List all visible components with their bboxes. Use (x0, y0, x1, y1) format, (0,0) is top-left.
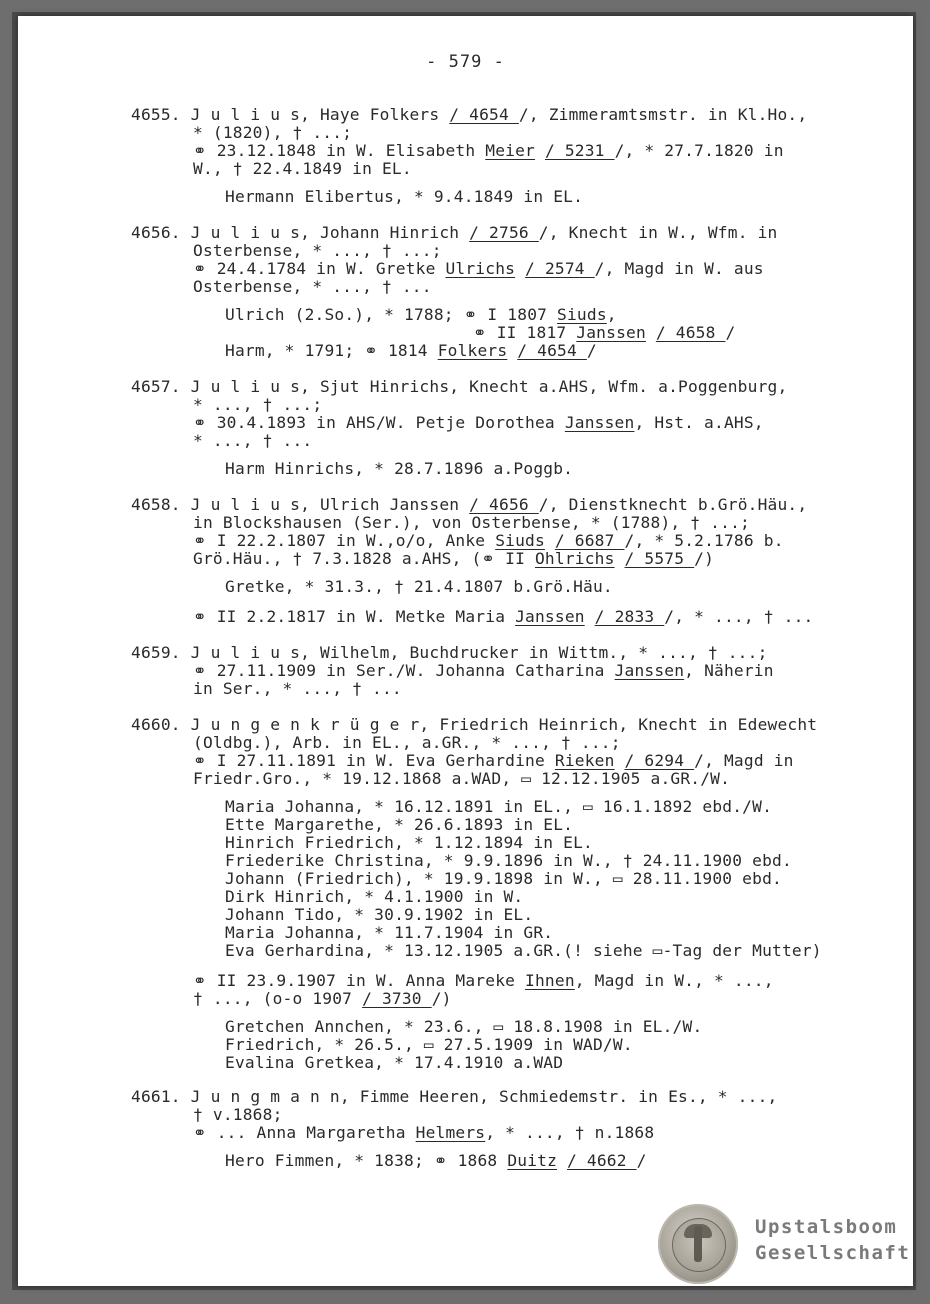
cross-reference: / 5231 (544, 141, 615, 160)
text: Harm, * 1791; ⚭ 1814 (225, 341, 438, 360)
cross-reference: / 2756 (469, 223, 539, 242)
marriage-line (193, 260, 764, 278)
text: ⚭ 30.4.1893 in AHS/W. Petje Dorothea (193, 413, 565, 432)
text: , * ..., † n.1868 (485, 1123, 655, 1142)
entry-line (193, 990, 452, 1008)
marriage-line (193, 972, 774, 990)
surname: Janssen (614, 661, 685, 680)
child-line: Friederike Christina, * 9.9.1896 in W., † 24.11.1900 ebd. (225, 851, 792, 870)
cross-reference: / 4656 (469, 495, 539, 514)
surname: Janssen (564, 413, 635, 432)
text: , Hst. a.AHS, (634, 413, 764, 432)
cross-reference: / 4654 (449, 105, 519, 124)
entry-line: * ..., † ...; (193, 395, 323, 414)
text: ⚭ ... Anna Margaretha (193, 1123, 416, 1142)
surname: Siuds (557, 305, 607, 324)
text: † ..., (o-o 1907 (193, 989, 363, 1008)
text: /) (694, 549, 715, 568)
entry-line: † v.1868; (193, 1105, 283, 1124)
entry-line: Osterbense, * ..., † ... (193, 277, 432, 296)
document-page (18, 16, 913, 1286)
entry-line: Osterbense, * ..., † ...; (193, 241, 442, 260)
marriage-line (193, 414, 764, 432)
marriage-line (193, 752, 794, 770)
surname: Ulrichs (445, 259, 516, 278)
entry-line: W., † 22.4.1849 in EL. (193, 159, 412, 178)
text: ⚭ 27.11.1909 in Ser./W. Johanna Catharina (193, 661, 615, 680)
text: / (636, 1151, 647, 1170)
entry-line: * (1820), † ...; (193, 123, 353, 142)
child-line: Ette Margarethe, * 26.6.1893 in EL. (225, 815, 574, 834)
entry-line (193, 550, 714, 568)
cross-reference: / 4662 (567, 1151, 637, 1170)
entry-line: in Ser., * ..., † ... (193, 679, 402, 698)
entry-line: 4659. J u l i u s, Wilhelm, Buchdrucker in Wittm., * ..., † ...; (131, 643, 768, 662)
text: /, Dienstknecht b.Grö.Häu., (538, 495, 808, 514)
surname: Duitz (507, 1151, 558, 1170)
text: /, * ..., † ... (664, 607, 814, 626)
cross-reference: / 6294 (624, 751, 695, 770)
logo-text-line2: Gesellschaft (755, 1242, 911, 1264)
text: Ulrich (2.So.), * 1788; ⚭ I 1807 (225, 305, 558, 324)
marriage-line (193, 1124, 654, 1142)
entry-line (131, 224, 777, 242)
child-line: Gretke, * 31.3., † 21.4.1807 b.Grö.Häu. (225, 577, 613, 596)
child-line: Hinrich Friedrich, * 1.12.1894 in EL. (225, 833, 593, 852)
text: Hero Fimmen, * 1838; ⚭ 1868 (225, 1151, 508, 1170)
text: ⚭ II 1817 (473, 323, 577, 342)
child-line (473, 324, 735, 342)
entry-line: in Blockshausen (Ser.), von Osterbense, * (1788), † ...; (193, 513, 750, 532)
text: / (586, 341, 597, 360)
entry-line: 4661. J u n g m a n n, Fimme Heeren, Schmiedemstr. in Es., * ..., (131, 1087, 778, 1106)
child-line: Harm Hinrichs, * 28.7.1896 a.Poggb. (225, 459, 574, 478)
text: 4655. J u l i u s, Haye Folkers (131, 105, 450, 124)
entry-line: Friedr.Gro., * 19.12.1868 a.WAD, ▭ 12.12.1905 a.GR./W. (193, 769, 731, 788)
entry-line (131, 496, 807, 514)
child-line: Johann Tido, * 30.9.1902 in EL. (225, 905, 534, 924)
child-line: Maria Johanna, * 16.12.1891 in EL., ▭ 16.1.1892 ebd./W. (225, 797, 773, 816)
marriage-line (193, 532, 784, 550)
text: ⚭ 24.4.1784 in W. Gretke (193, 259, 446, 278)
surname: Ihnen (525, 971, 575, 990)
surname: Folkers (437, 341, 508, 360)
child-line: Eva Gerhardina, * 13.12.1905 a.GR.(! siehe ▭-Tag der Mutter) (225, 941, 822, 960)
text: /, * 5.2.1786 b. (624, 531, 784, 550)
surname: Meier (485, 141, 535, 160)
marriage-line (193, 608, 813, 626)
text: 4656. J u l i u s, Johann Hinrich (131, 223, 470, 242)
text: /, Magd in W. aus (594, 259, 764, 278)
text: ⚭ II 23.9.1907 in W. Anna Mareke (193, 971, 526, 990)
text: ⚭ I 27.11.1891 in W. Eva Gerhardine (193, 751, 555, 770)
text: ⚭ 23.12.1848 in W. Elisabeth (193, 141, 486, 160)
entry-line: * ..., † ... (193, 431, 313, 450)
text: /) (431, 989, 452, 1008)
entry-line (131, 106, 807, 124)
cross-reference: / 4658 (655, 323, 726, 342)
surname: Janssen (576, 323, 646, 342)
marriage-line (193, 142, 784, 160)
child-line: Hermann Elibertus, * 9.4.1849 in EL. (225, 187, 584, 206)
child-line (225, 306, 617, 324)
marriage-line (193, 662, 774, 680)
logo-text-line1: Upstalsboom (755, 1216, 898, 1238)
surname: Helmers (415, 1123, 486, 1142)
cross-reference: / 4654 (517, 341, 587, 360)
text: / (725, 323, 736, 342)
surname: Ohlrichs (534, 549, 615, 568)
child-line: Friedrich, * 26.5., ▭ 27.5.1909 in WAD/W. (225, 1035, 633, 1054)
cross-reference: / 5575 (624, 549, 695, 568)
surname: Siuds (495, 531, 545, 550)
entry-line: (Oldbg.), Arb. in EL., a.GR., * ..., † ...; (193, 733, 621, 752)
text: , Näherin (684, 661, 774, 680)
text: 4658. J u l i u s, Ulrich Janssen (131, 495, 470, 514)
text: , Magd in W., * ..., (574, 971, 774, 990)
cross-reference: / 3730 (362, 989, 432, 1008)
text: /, Knecht in W., Wfm. in (538, 223, 778, 242)
text: /, * 27.7.1820 in (614, 141, 784, 160)
text: Grö.Häu., † 7.3.1828 a.AHS, (⚭ II (193, 549, 535, 568)
page-number: - 579 - (426, 52, 505, 72)
seal-logo-icon (658, 1204, 738, 1284)
surname: Rieken (554, 751, 615, 770)
child-line: Dirk Hinrich, * 4.1.1900 in W. (225, 887, 524, 906)
text: /, Zimmeramtsmstr. in Kl.Ho., (518, 105, 808, 124)
child-line: Gretchen Annchen, * 23.6., ▭ 18.8.1908 in EL./W. (225, 1017, 703, 1036)
child-line (225, 1152, 647, 1170)
child-line: Evalina Gretkea, * 17.4.1910 a.WAD (225, 1053, 564, 1072)
cross-reference: / 6687 (554, 531, 625, 550)
cross-reference: / 2833 (594, 607, 665, 626)
entry-line: 4660. J u n g e n k r ü g e r, Friedrich Heinrich, Knecht in Edewecht (131, 715, 818, 734)
cross-reference: / 2574 (525, 259, 595, 278)
text: ⚭ II 2.2.1817 in W. Metke Maria (193, 607, 516, 626)
child-line (225, 342, 597, 360)
child-line: Maria Johanna, * 11.7.1904 in GR. (225, 923, 554, 942)
text: /, Magd in (694, 751, 794, 770)
text: , (606, 305, 617, 324)
child-line: Johann (Friedrich), * 19.9.1898 in W., ▭ 28.11.1900 ebd. (225, 869, 782, 888)
surname: Janssen (515, 607, 585, 626)
entry-line: 4657. J u l i u s, Sjut Hinrichs, Knecht a.AHS, Wfm. a.Poggenburg, (131, 377, 788, 396)
text: ⚭ I 22.2.1807 in W.,o/o, Anke (193, 531, 496, 550)
